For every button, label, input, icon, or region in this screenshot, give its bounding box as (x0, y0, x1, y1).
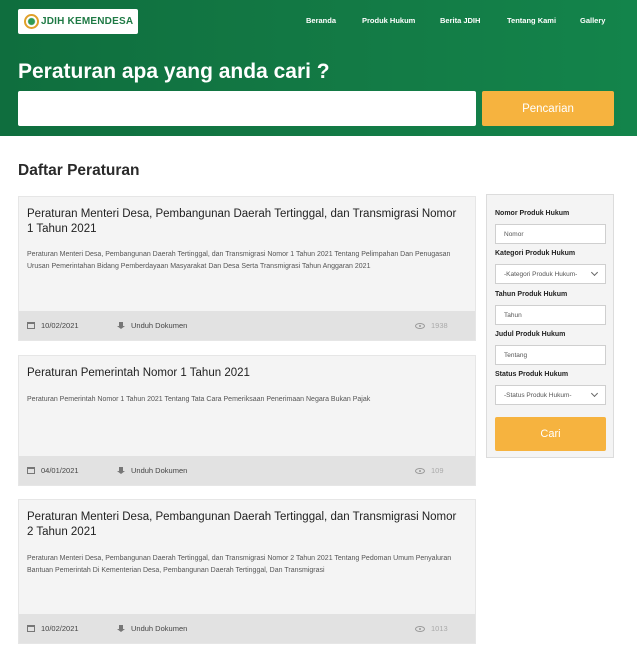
nav-tentang-kami[interactable]: Tentang Kami (507, 16, 557, 25)
date-meta (27, 466, 79, 475)
nomor-placeholder: Nomor (504, 230, 524, 238)
date-meta (27, 624, 79, 633)
regulation-description: Peraturan Pemerintah Nomor 1 Tahun 2021 Tentang Tata Cara Pemeriksaan Penerimaan Negara Bukan Pajak (27, 396, 371, 403)
header-hero (0, 0, 637, 136)
logo-text: JDIH KEMENDESA (41, 16, 134, 27)
views-count: 1938 (431, 321, 448, 330)
calendar-icon (27, 625, 35, 632)
filter-panel (486, 194, 614, 458)
views-meta (415, 624, 448, 633)
nomor-label: Nomor Produk Hukum (495, 210, 570, 217)
nav-produk-hukum[interactable]: Produk Hukum (362, 16, 416, 25)
download-label: Unduh Dokumen (131, 466, 188, 475)
kategori-select[interactable] (495, 264, 606, 284)
nav-beranda[interactable]: Beranda (306, 16, 337, 25)
filter-submit-button[interactable]: Cari (495, 417, 606, 451)
nav-berita-jdih[interactable]: Berita JDIH (440, 16, 481, 25)
logo-emblem-icon (24, 14, 39, 29)
status-select[interactable] (495, 385, 606, 405)
search-button[interactable]: Pencarian (482, 91, 614, 126)
views-count: 1013 (431, 624, 448, 633)
date-text: 04/01/2021 (41, 466, 79, 475)
calendar-icon (27, 322, 35, 329)
download-label: Unduh Dokumen (131, 624, 188, 633)
tahun-label: Tahun Produk Hukum (495, 291, 568, 298)
date-meta (27, 321, 79, 330)
download-link[interactable] (117, 321, 187, 330)
nomor-input[interactable] (495, 224, 606, 244)
regulation-card (18, 355, 476, 486)
views-meta (415, 466, 444, 475)
site-logo[interactable] (18, 9, 138, 34)
page-title: Daftar Peraturan (18, 162, 140, 179)
download-link[interactable] (117, 466, 187, 475)
eye-icon (415, 626, 425, 632)
download-icon (117, 467, 125, 475)
regulation-title-link[interactable]: Peraturan Pemerintah Nomor 1 Tahun 2021 (27, 367, 250, 379)
kategori-value: -Kategori Produk Hukum- (504, 270, 578, 278)
search-input[interactable] (18, 91, 476, 126)
nav-gallery[interactable]: Gallery (580, 16, 606, 25)
regulation-title-link[interactable]: Peraturan Menteri Desa, Pembangunan Daerah Tertinggal, dan Transmigrasi Nomor 2 Tahun 2021 (27, 511, 457, 538)
judul-placeholder: Tentang (504, 351, 528, 359)
status-label: Status Produk Hukum (495, 371, 569, 378)
tahun-placeholder: Tahun (504, 311, 522, 319)
judul-label: Judul Produk Hukum (495, 331, 566, 338)
chevron-down-icon (591, 390, 598, 397)
search-heading: Peraturan apa yang anda cari ? (18, 60, 330, 83)
download-label: Unduh Dokumen (131, 321, 188, 330)
regulation-title-link[interactable]: Peraturan Menteri Desa, Pembangunan Daerah Tertinggal, dan Transmigrasi Nomor 1 Tahun 2021 (27, 208, 457, 235)
judul-input[interactable] (495, 345, 606, 365)
eye-icon (415, 468, 425, 474)
views-count: 109 (431, 466, 444, 475)
regulation-card (18, 196, 476, 341)
date-text: 10/02/2021 (41, 624, 79, 633)
card-footer (19, 311, 475, 340)
chevron-down-icon (591, 269, 598, 276)
card-footer (19, 456, 475, 485)
card-footer (19, 614, 475, 643)
kategori-label: Kategori Produk Hukum (495, 250, 576, 257)
calendar-icon (27, 467, 35, 474)
regulation-card (18, 499, 476, 644)
download-link[interactable] (117, 624, 187, 633)
views-meta (415, 321, 448, 330)
status-value: -Status Produk Hukum- (504, 391, 572, 399)
date-text: 10/02/2021 (41, 321, 79, 330)
regulation-description: Peraturan Menteri Desa, Pembangunan Daerah Tertinggal, dan Transmigrasi Nomor 2 Tahun 2021 Tentang Pedoman Umum Penyaluran Bantuan Pemerintah Di Kementerian Desa, Pembangunan Daerah Tertinggal, Dan Transmigrasi (27, 555, 452, 574)
download-icon (117, 322, 125, 330)
regulation-description: Peraturan Menteri Desa, Pembangunan Daerah Tertinggal, dan Transmigrasi Nomor 1 Tahun 2021 Tentang Pelimpahan Dan Penugasan Urusan Pemerintahan Bidang Pemberdayaan Masyarakat Dan Desa Serta Transmigrasi Tahun Anggaran 2021 (27, 251, 451, 270)
eye-icon (415, 323, 425, 329)
download-icon (117, 625, 125, 633)
tahun-input[interactable] (495, 305, 606, 325)
